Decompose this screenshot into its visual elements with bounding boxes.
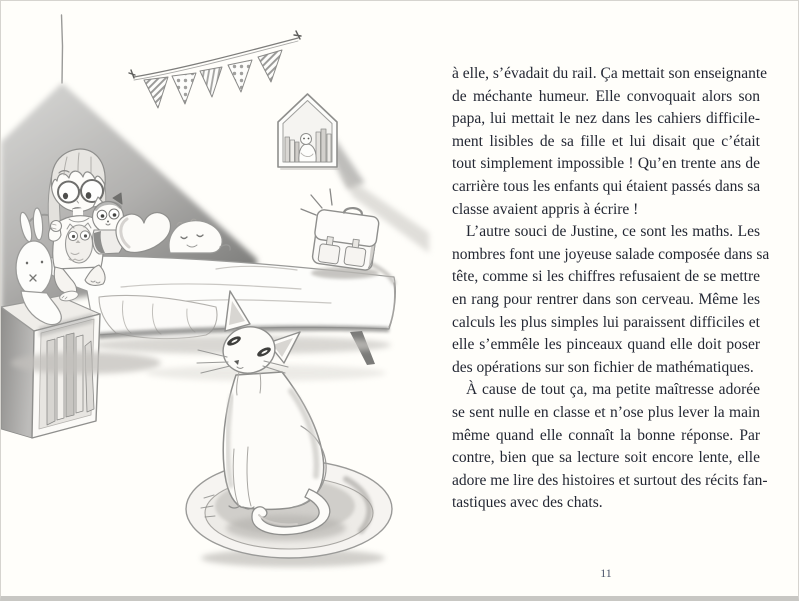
text-line: de méchante humeur. Elle convoquait alors son: [452, 87, 760, 105]
text-column: [452, 63, 770, 515]
fist: [51, 221, 62, 232]
text-line: tastiques avec des chats.: [452, 494, 603, 512]
shelf-books-right: [316, 129, 331, 162]
text-line: se sent nulle en classe et n’ose plus lever la main: [452, 403, 760, 421]
text-line: calculs les plus simples lui paraissent difficiles et: [452, 313, 760, 331]
text-line: elle s’emmêle les pinceaux quand elle doit poser: [452, 336, 760, 354]
text-line: en rang pour rentrer dans son cerveau. Même les: [452, 290, 760, 308]
page-number: 11: [600, 566, 612, 580]
text-line: adore me lire des histoires et surtout des récits fan-: [452, 471, 768, 489]
text-line: papa, lui mettait le nez dans les cahiers difficile-: [452, 110, 760, 128]
text-line: tête, comme si les chiffres refusaient de se mettre: [452, 268, 760, 286]
text-line: ment lisibles de sa fille et lui disait que c’était: [452, 132, 760, 150]
bunting-flags: [129, 31, 301, 108]
text-line: même quand elle connaît la bonne réponse. Par: [452, 426, 760, 444]
text-line: nombres font une joyeuse salade composée dans sa: [452, 245, 770, 263]
text-line: contre, bien que sa lecture soit encore lente, elle: [452, 449, 760, 467]
text-line: À cause de tout ça, ma petite maîtresse adorée: [466, 381, 760, 399]
text-line: L’autre souci de Justine, ce sont les maths. Les: [466, 223, 760, 241]
text-line: classe avaient appris à écrire !: [452, 200, 639, 218]
text-line: carrière tous les enfants qui étaient passés dans sa: [452, 177, 761, 195]
text-line: tout simplement impossible ! Qu’en trente ans de: [452, 155, 760, 173]
house-shelf: [278, 94, 365, 189]
cube-books: [47, 333, 94, 425]
text-line: des opérations sur son fichier de mathématiques.: [452, 358, 754, 376]
text-line: à elle, s’évadait du rail. Ça mettait son enseignante: [452, 65, 768, 82]
bedroom-illustration: [1, 1, 441, 601]
